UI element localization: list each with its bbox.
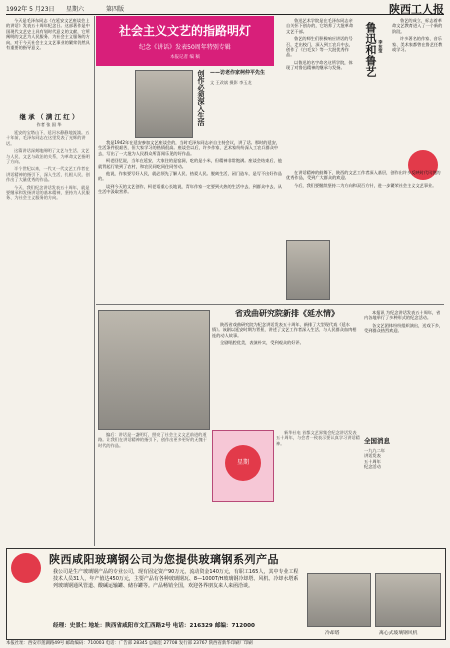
- opera-body: 陕西省戏曲研究院为纪念讲话发表五十周年，新排了大型现代戏《延水情》。该剧以延安时期为背景，讲述了文艺工作者深入生活、与人民群众血肉相连的动人故事。 全剧唱腔优美，表演朴实，受到观众的好评。: [212, 322, 357, 346]
- banner-subtitle: 纪念《讲话》发表50周年特别专辑: [139, 44, 231, 51]
- far-right-column: 鲁艺的成立，标志着革命文艺教育进入了一个新的阶段。 许多著名的作家、音乐家、美术家都曾在鲁艺任教或学习。: [392, 18, 443, 53]
- intro-column: [6, 18, 92, 114]
- weekday: 星期六: [66, 6, 85, 13]
- right-lower-text: 在讲话精神的鼓舞下，陕西的文艺工作者深入基层，创作出许多反映时代风貌的优秀作品，受到广大群众的欢迎。 今后，我们要继续坚持二为方向和双百方针，进一步繁荣社会主义文艺事业。: [286, 170, 441, 188]
- page-number: 第四版: [106, 6, 125, 13]
- portrait-photo: [135, 70, 193, 138]
- footer-info: 本报社址：西安市莲湖路49号 邮政编码：710003 电话：广告部 28345 总编室 27708 发行部 23767 陕西省新华印刷厂印刷: [6, 641, 253, 646]
- masthead: [6, 2, 444, 15]
- interview-title: 创作必须深入生活: [197, 70, 206, 126]
- poem-title: 继 承 （ 满 江 红 ）: [19, 113, 79, 121]
- left-body-column: 延安的宝塔山下，延河水静静地流淌。五十年前，毛泽东同志在这里发表了光辉的讲话。 这篇讲话深刻地阐明了文艺与生活、文艺与人民、文艺与政治的关系，为革命文艺指明了方向。 半个世纪以来，一代又一代文艺工作者在讲话精神的指引下，深入生活，扎根人民，创作出了大量优秀的作品。 今天，我们纪念讲话发表五十周年，就是要继承和发扬讲话的基本精神，坚持为人民服务、为社会主义服务的方向。: [6, 130, 90, 201]
- list-item: 一九九二年: [364, 448, 385, 453]
- stamp-label: 星期: [225, 445, 261, 481]
- banner-note: 本报记者 编 稿: [170, 55, 200, 60]
- issue-date: 1992年 5 月23日: [6, 6, 55, 13]
- interview-byline: 文 王改斌 摄影 李玉龙: [210, 80, 252, 85]
- paper-name: 陕西工人报: [389, 3, 444, 16]
- right-middle-column: 本报讯 为纪念讲话发表五十周年，省内各地举行了多种形式的纪念活动。 各文艺团体纷纷组织演出，送戏下乡，受到群众热烈欢迎。: [364, 310, 444, 334]
- advertisement: [6, 548, 446, 640]
- right-photo: [286, 240, 330, 300]
- cooling-tower-label: 冷却塔: [325, 631, 340, 636]
- special-issue-banner: [96, 16, 274, 66]
- ad-body: 我公司是生产玻璃钢产品的专业公司，现有固定资产90万元，流动资金140万元，有职工165人，其中专业工程技术人员31人，年产值达450万元，主要产品有各种玻璃钢瓦、8—1000T/H玻璃钢冷却塔、风机、冷却水塔系列玻璃钢通风管道、酸碱运输罐、储存罐等。产品畅销全国，欢迎各界朋友来人来函洽谈。: [53, 569, 299, 589]
- sidebar-list: [364, 448, 444, 470]
- ad-contact: 经理：史景仁 地址：陕西省咸阳市文汇西路2号 电话：216329 邮编：712000: [53, 623, 255, 629]
- lower-left-text: 编后：讲话是一盏明灯，照亮了社会主义文艺前进的道路。让我们在讲话精神的指引下，创作出更多更好的无愧于时代的作品。: [98, 432, 207, 448]
- list-item: 五十周年: [364, 458, 381, 464]
- lower-middle-text: 新华社电 首都文艺界集会纪念讲话发表五十周年，与会者一致表示要认真学习讲话精神。: [276, 430, 360, 446]
- list-item: 纪念活动: [364, 464, 381, 470]
- interview-body: 我是1942年在延安参加文艺座谈会的，当时毛泽东同志亲自主持会议，讲了话。那时的延安，生活条件很艰苦，但大家学习的热情很高。座谈会以后，许多作家、艺术家纷纷深入工农兵群众中去，写出了一大批为人民群众所喜闻乐见的好作品。 柯老回忆说，当年在延安，大家住的是窑洞，吃的是小米，但精神非常饱满。座谈会结束后，他就背起行装到了农村，和农民同吃同住同劳动。 他说，作家要写好人民，就必须先了解人民、热爱人民。脱离生活，闭门造车，是写不出好作品的。 谈到今天的文艺创作，柯老语重心长地说，青年作家一定要到火热的生活中去，到群众中去，从生活中汲取营养。: [98, 140, 282, 195]
- lu-xun-heading: 鲁迅和鲁艺: [364, 22, 377, 77]
- banner-title: 社会主义文艺的指路明灯: [118, 24, 251, 38]
- ad-title: 陕西咸阳玻璃钢公司为您提供玻璃钢系列产品: [49, 553, 279, 566]
- interview-subtitle: ——访老作家柯仲平先生: [210, 70, 266, 76]
- column-divider: [94, 16, 95, 546]
- interview-body-text: 我是1942年在延安参加文艺座谈会的，当时毛泽东同志亲自主持会议，讲了话。那时的延安，生活条件很艰苦，但大家学习的热情很高。座谈会以后，许多作家、艺术家纷纷深入工农兵群众中去，写出了一大批为人民群众所喜闻乐见的好作品。: [98, 140, 280, 156]
- right-text-column: 鲁迅艺术学院是在毛泽东同志亲自关怀下创办的，它培养了大批革命文艺干部。 鲁艺的师生们积极响应讲话的号召，走出校门，深入到工农兵中去，创作了《白毛女》等一大批优秀作品。 以鲁迅的名字命名这所学院，体现了对鲁迅精神的继承与发扬。: [286, 18, 354, 71]
- list-item: 讲话发表: [364, 453, 381, 459]
- lu-xun-byline: 李东莹: [378, 40, 384, 53]
- stage-photo: [98, 310, 210, 430]
- intro-text: 今天是毛泽东同志《在延安文艺座谈会上的讲话》发表五十周年纪念日。这部著作是中国现代文艺史上具有划时代意义的文献，它所阐明的文艺为人民服务、为社会主义服务的方向，对于今天社会主义文艺事业的繁荣仍然具有重要的指导意义。: [6, 18, 90, 51]
- stamp-graphic: [212, 430, 274, 502]
- fan-photo: [375, 573, 441, 627]
- sidebar-heading: 全国消息: [364, 437, 390, 445]
- cooling-tower-photo: [307, 573, 371, 627]
- fan-label: 离心式玻璃钢风机: [379, 631, 418, 636]
- section-divider: [96, 304, 444, 305]
- opera-headline: 省戏曲研究院新排《延水情》: [235, 308, 339, 318]
- company-logo-icon: [11, 553, 41, 583]
- poem-byline: 作者 张 国 华: [36, 122, 62, 127]
